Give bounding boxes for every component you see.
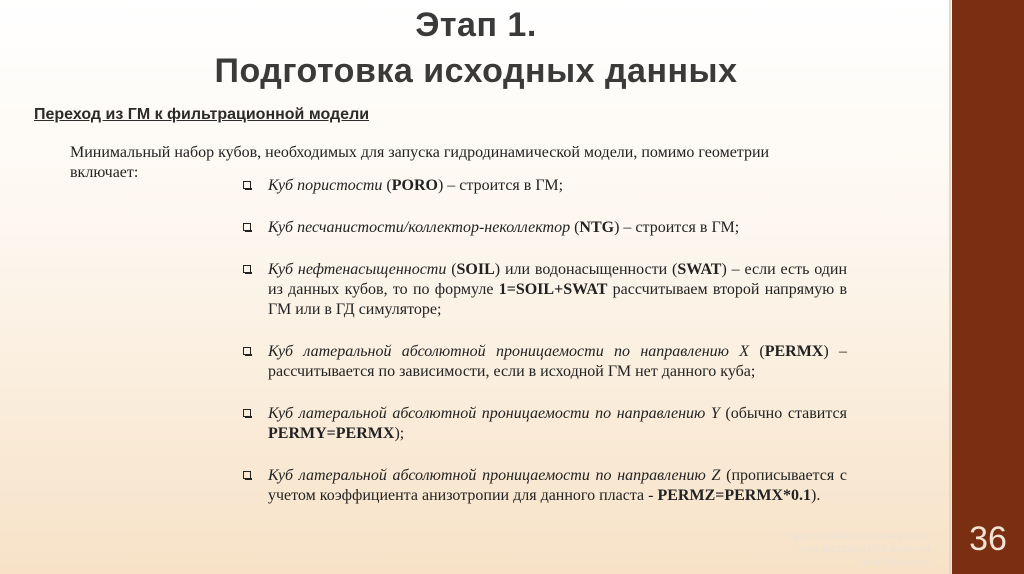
list-item: Куб латеральной абсолютной проницаемости по направлению Y (обычно ставится PERMY=PERMX); [243,404,847,444]
footer-email: inna10@inbox.ru [858,557,930,568]
list-item: Куб песчанистости/коллектор-неколлектор (NTG) – строится в ГМ; [243,218,847,238]
slide-title-line2: Подготовка исходных данных [214,52,738,90]
list-item: Куб латеральной абсолютной проницаемости по направлению Z (прописывается с учетом коэффициента анизотропии для данного пласта - PERMZ=PERMX*0.1). [243,466,847,506]
intro-text: Минимальный набор кубов, необходимых для запуска гидродинамической модели, помимо геометрии включает: [70,144,770,181]
checkbox-bullet-icon [243,347,251,355]
checkbox-bullet-icon [243,471,251,479]
checkbox-bullet-icon [243,409,251,417]
author-footer [700,530,930,569]
sidebar-divider [949,0,951,574]
bullet-list [243,176,847,506]
list-item: Куб пористости (PORO) – строится в ГМ; [243,176,847,196]
checkbox-bullet-icon [243,223,251,231]
list-item: Куб нефтенасыщенности (SOIL) или водонасыщенности (SWAT) – если есть один из данных кубов, то по формуле 1=SOIL+SWAT рассчитываем второй напрямую в ГМ или в ГД симуляторе; [243,260,847,320]
footer-author: Пуртова Инна Петровна к.т.н. [788,531,930,542]
slide-subtitle: Переход из ГМ к фильтрационной модели [34,106,370,123]
brown-sidebar [952,0,1024,574]
slide-title-line1: Этап 1. [415,6,537,44]
list-item: Куб латеральной абсолютной проницаемости по направлению X (PERMX) – рассчитывается по зависимости, если в исходной ГМ нет данного куба; [243,342,847,382]
checkbox-bullet-icon [243,181,251,189]
footer-phone: тел. 8(912)9244778 эл.почта [798,544,930,555]
page-number: 36 [969,520,1007,558]
checkbox-bullet-icon [243,265,251,273]
